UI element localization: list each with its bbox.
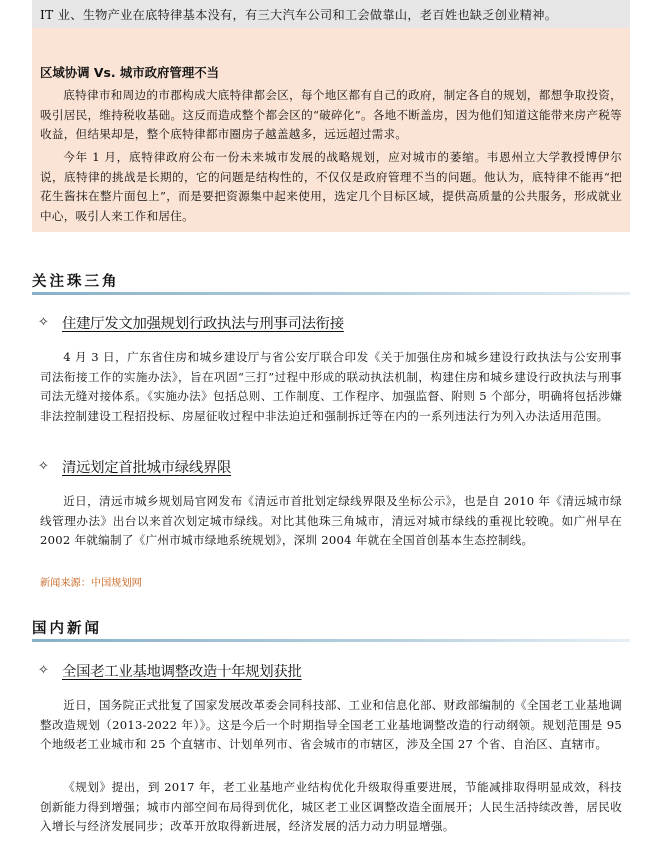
article-body: 《规划》提出，到 2017 年，老工业基地产业结构优化升级取得重要进展，节能减排取得明显成效，科技创新能力得到增强；城市内部空间布局得到优化，城区老工业区调整改造全面展开；人民生活持续改善，居民收入增长与经济发展同步；改革开放取得新进展，经济发展的活力动力明显增强。: [40, 780, 622, 834]
article-title-link[interactable]: 清远划定首批城市绿线界限: [62, 460, 232, 476]
article-title-link[interactable]: 住建厅发文加强规划行政执法与刑事司法衔接: [62, 316, 344, 332]
section-header-domestic: [32, 613, 630, 645]
news-source: 新闻来源：中国规划网: [40, 578, 142, 589]
article-heading: [38, 456, 231, 477]
top-strip-text: IT 业、生物产业在底特律基本没有，有三大汽车公司和工会做靠山，老百姓也缺乏创业精神。: [40, 8, 558, 22]
box-paragraph-1: 底特律市和周边的市郡构成大底特律都会区，每个地区都有自己的政府，制定各自的规划，都想争取投资，吸引居民，维持税收基础。这反而造成整个都会区的“破碎化”。各地不断盖房，因为他们知道这能带来房产税等收益，但结果却是，整个底特律都市圈房子越盖越多，远远超过需求。: [40, 88, 622, 141]
section-rule: [32, 639, 630, 642]
article-heading: [38, 660, 302, 681]
diamond-outline-icon: ✧: [38, 459, 49, 474]
top-gray-strip: [32, 0, 630, 28]
box-subtitle: 区域协调 Vs. 城市政府管理不当: [40, 65, 219, 80]
section-title: 国内新闻: [32, 621, 102, 637]
section-rule: [32, 292, 630, 295]
shaded-article-box: [32, 0, 630, 232]
diamond-outline-icon: ✧: [38, 663, 49, 678]
article-body: 近日，清远市城乡规划局官网发布《清远市首批划定绿线界限及坐标公示》，也是自 2010 年《清远城市绿线管理办法》出台以来首次划定城市绿线。对比其他珠三角城市，清远对城市绿线的重视比较晚。如广州早在 2002 年就编制了《广州市城市绿地系统规划》，深圳 2004 年就在全国首创基本生态控制线。: [40, 494, 622, 548]
section-title: 关注珠三角: [32, 274, 120, 290]
section-header-prd: [32, 266, 630, 298]
article-body: 4 月 3 日，广东省住房和城乡建设厅与省公安厅联合印发《关于加强住房和城乡建设行政执法与公安刑事司法衔接工作的实施办法》，旨在巩固“三打”过程中形成的联动执法机制，构建住房和城乡建设行政执法与刑事司法无缝对接体系。《实施办法》包括总则、工作制度、工作程序、加强监督、附则 5 个部分，明确将包括涉嫌非法控制建设工程招投标、房屋征收过程中非法迫迁和强制拆迁等在内的一系列违法行为列入办法适用范围。: [40, 350, 622, 423]
article-body: 近日，国务院正式批复了国家发展改革委会同科技部、工业和信息化部、财政部编制的《全国老工业基地调整改造规划（2013-2022 年）》。这是今后一个时期指导全国老工业基地调整改造的行动纲领。规划范围是 95 个地级老工业城市和 25 个直辖市、计划单列市、省会城市的市辖区，涉及全国 27 个省、自治区、直辖市。: [40, 698, 622, 752]
article-title-link[interactable]: 全国老工业基地调整改造十年规划获批: [62, 664, 302, 680]
box-paragraph-2: 今年 1 月，底特律政府公布一份未来城市发展的战略规划，应对城市的萎缩。韦恩州立大学教授博伊尔说，底特律的挑战是长期的，它的问题是结构性的，不仅仅是政府管理不当的问题。他认为，底特律不能再“把花生酱抹在整片面包上”，而是要把资源集中起来使用，选定几个目标区域，提供高质量的公共服务，形成就业中心，吸引人来工作和居住。: [40, 150, 622, 223]
article-heading: [38, 312, 344, 333]
diamond-outline-icon: ✧: [38, 315, 49, 330]
